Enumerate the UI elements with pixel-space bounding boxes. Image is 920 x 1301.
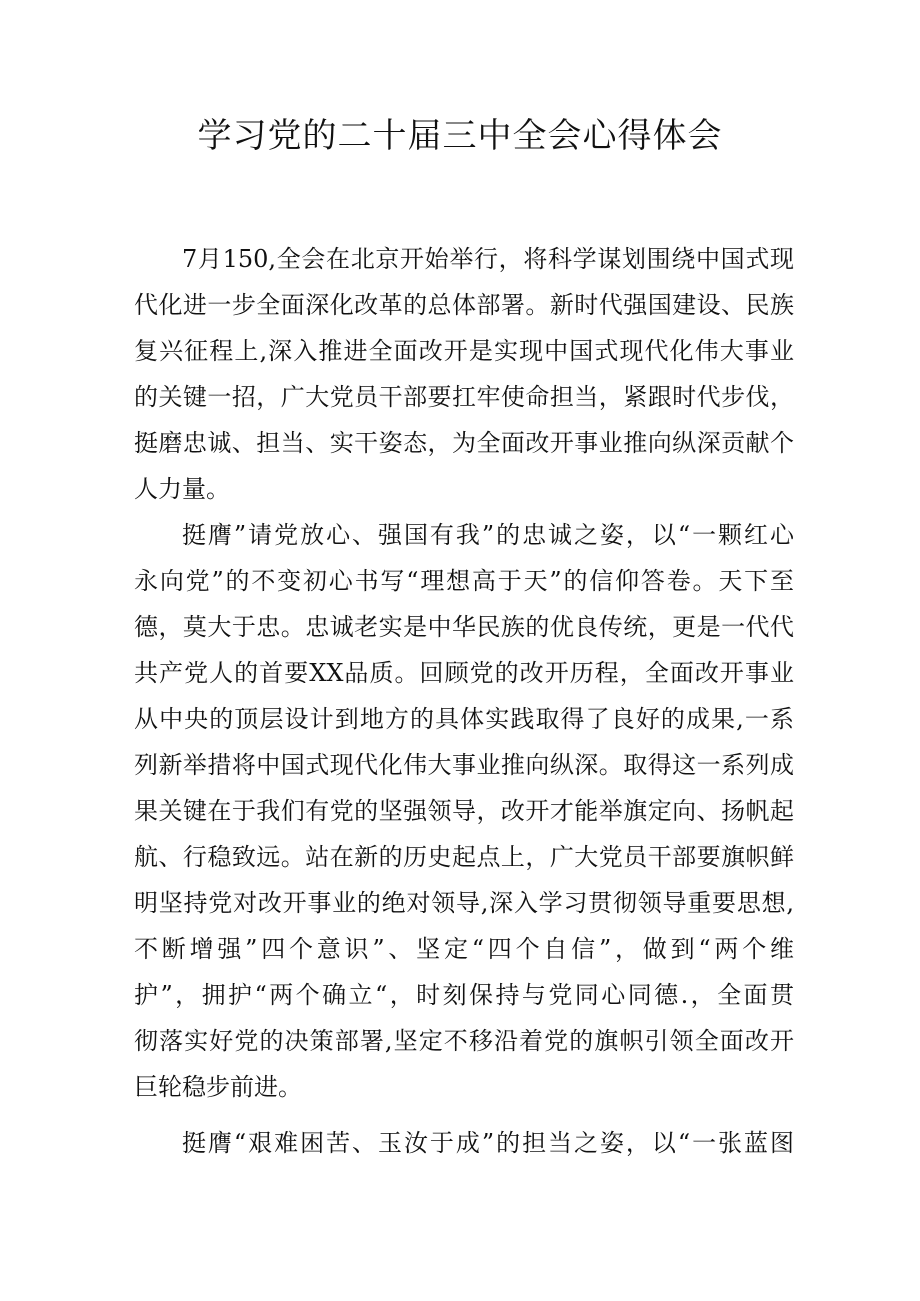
paragraph-line: 彻落实好党的决策部署,坚定不移沿着党的旗帜引领全面改开 bbox=[134, 1027, 794, 1055]
paragraph-line: 挺磨忠诚、担当、实干姿态，为全面改开事业推向纵深贡献个 bbox=[134, 429, 794, 457]
paragraph-line: 共产党人的首要XX品质。回顾党的改开历程，全面改开事业 bbox=[134, 659, 794, 687]
paragraph-line: 复兴征程上,深入推进全面改开是实现中国式现代化伟大事业 bbox=[134, 337, 794, 365]
paragraph-line: 不断增强”四个意识”、坚定“四个自信”，做到“两个维 bbox=[134, 935, 794, 963]
paragraph-line: 护”，拥护“两个确立“，时刻保持与党同心同德.，全面贯 bbox=[134, 981, 794, 1009]
paragraph-line: 永向党”的不变初心书写“理想高于天”的信仰答卷。天下至 bbox=[134, 567, 794, 595]
paragraph-line: 明坚持党对改开事业的绝对领导,深入学习贯彻领导重要思想, bbox=[134, 889, 794, 917]
paragraph-line: 从中央的顶层设计到地方的具体实践取得了良好的成果,一系 bbox=[134, 705, 794, 733]
paragraph-line: 航、行稳致远。站在新的历史起点上，广大党员干部要旗帜鲜 bbox=[134, 843, 794, 871]
paragraph-line: 列新举措将中国式现代化伟大事业推向纵深。取得这一系列成 bbox=[134, 751, 794, 779]
paragraph-line: 德，莫大于忠。忠诚老实是中华民族的优良传统，更是一代代 bbox=[134, 613, 794, 641]
paragraph-line: 果关键在于我们有党的坚强领导，改开才能举旗定向、扬帆起 bbox=[134, 797, 794, 825]
paragraph-line: 7月150,全会在北京开始举行，将科学谋划围绕中国式现 bbox=[182, 245, 794, 273]
document-title: 学习党的二十届三中全会心得体会 bbox=[197, 116, 723, 156]
paragraph-line: 代化进一步全面深化改革的总体部署。新时代强国建设、民族 bbox=[134, 291, 794, 319]
paragraph-line: 的关键一招，广大党员干部要扛牢使命担当，紧跟时代步伐， bbox=[134, 383, 794, 411]
paragraph-line: 挺膺”请党放心、强国有我”的忠诚之姿，以“一颗红心 bbox=[182, 521, 794, 549]
paragraph-line: 巨轮稳步前进。 bbox=[134, 1073, 302, 1101]
paragraph-line: 挺膺“艰难困苦、玉汝于成”的担当之姿，以“一张蓝图 bbox=[182, 1129, 794, 1157]
paragraph-line: 人力量。 bbox=[134, 475, 230, 503]
